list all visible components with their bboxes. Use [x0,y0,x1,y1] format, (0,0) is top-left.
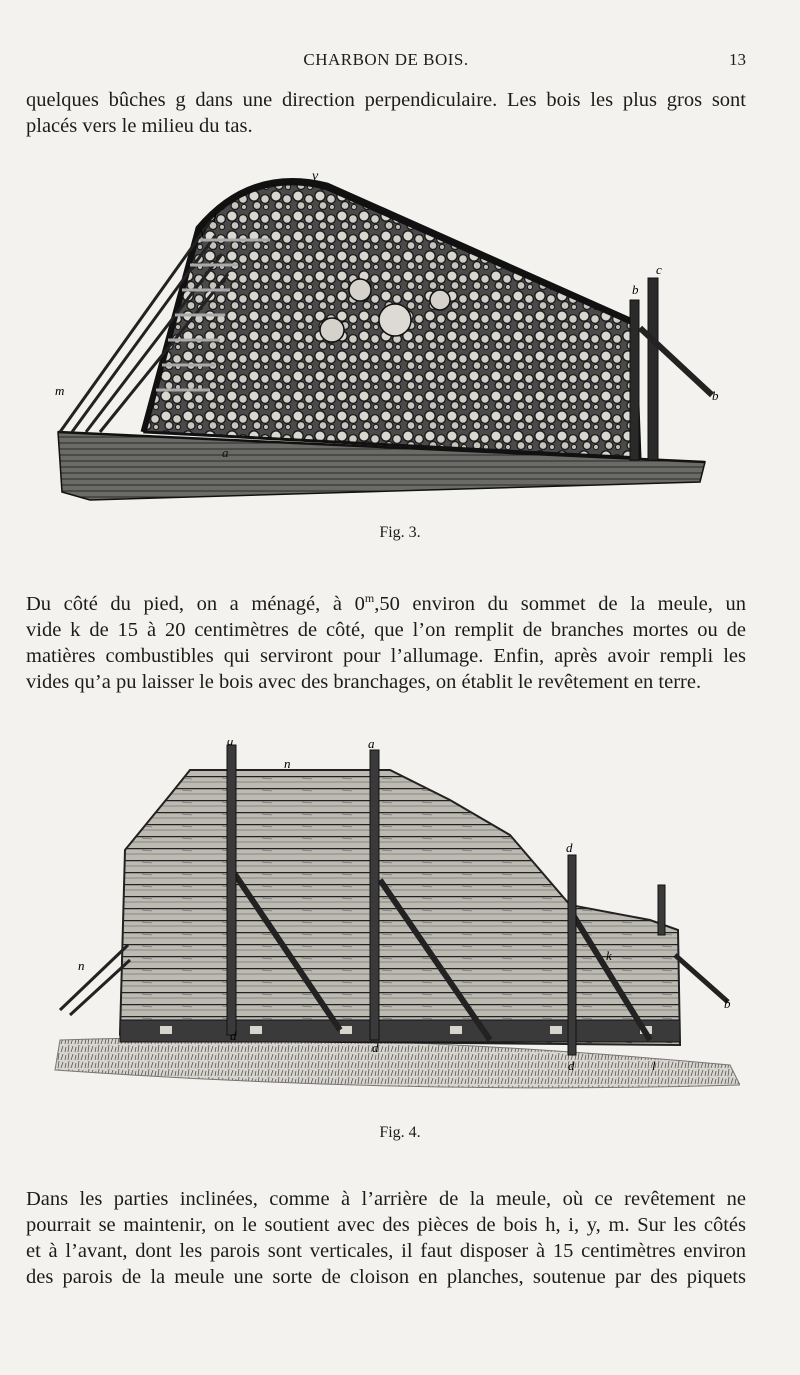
paragraph-3 [26,1186,746,1290]
text-run: Du côté du pied, on a ménagé, à 0 [26,592,365,615]
paragraph-line: matières combustibles qui serviront pour l’allumage. Enfin, après avoir rempli les [26,644,746,667]
figure-label: n [284,756,291,771]
figure-label: l [213,210,217,225]
running-title: CHARBON DE BOIS. [303,50,469,69]
figure-label: b [712,388,719,403]
figure-label: d [568,1058,575,1073]
figure-3-illustration [50,170,730,505]
figure-label: k [606,948,612,963]
figure-label: l [652,1058,656,1073]
paragraph-line: des parois de la meule une sorte de cloison en planches, soutenue par des piquets [26,1266,746,1288]
figure-label: c [656,262,662,277]
paragraph-line: placés vers le milieu du tas. [26,115,253,137]
figure-label: a [227,740,234,748]
paragraph-line: vide k de 15 à 20 centimètres de côté, que l’on remplit de branches mortes ou de [26,618,746,641]
page-number: 13 [729,50,746,69]
paragraph-line: quelques bûches g dans une direction perpendiculaire. Les bois les plus gros sont [26,89,746,111]
paragraph-line: vides qu’a pu laisser le bois avec des branchages, on établit le revêtement en terre. [26,670,702,693]
text-run: ,50 environ du sommet de la meule, un [374,592,746,615]
figure-label: m [55,383,65,398]
figure-label: b [724,996,731,1011]
figure-label: d [566,840,573,855]
figure-label: d [372,1040,379,1055]
figure-label: v [312,170,319,184]
figure-4-illustration [50,740,740,1100]
paragraph-line: Dans les parties inclinées, comme à l’arrière de la meule, où ce revêtement ne [26,1188,746,1210]
paragraph-line [26,585,746,617]
figure-label: y [200,224,206,239]
figure-label: b [632,282,639,297]
page-header [26,50,746,76]
figure-label: a [222,445,229,460]
superscript: m [364,591,375,605]
figure-label: a [368,740,375,751]
figure-label: d [230,1028,237,1043]
figure-4-caption: Fig. 4. [379,1124,421,1141]
paragraph-line: pourrait se maintenir, on le soutient avec des pièces de bois h, i, y, m. Sur les côtés [26,1214,746,1236]
paragraph-2 [26,585,746,695]
paragraph-line: et à l’avant, dont les parois sont verticales, il faut disposer à 15 centimètres environ [26,1240,746,1262]
paragraph-1 [26,87,746,139]
figure-label: n [78,958,85,973]
figure-3-caption: Fig. 3. [379,524,421,541]
